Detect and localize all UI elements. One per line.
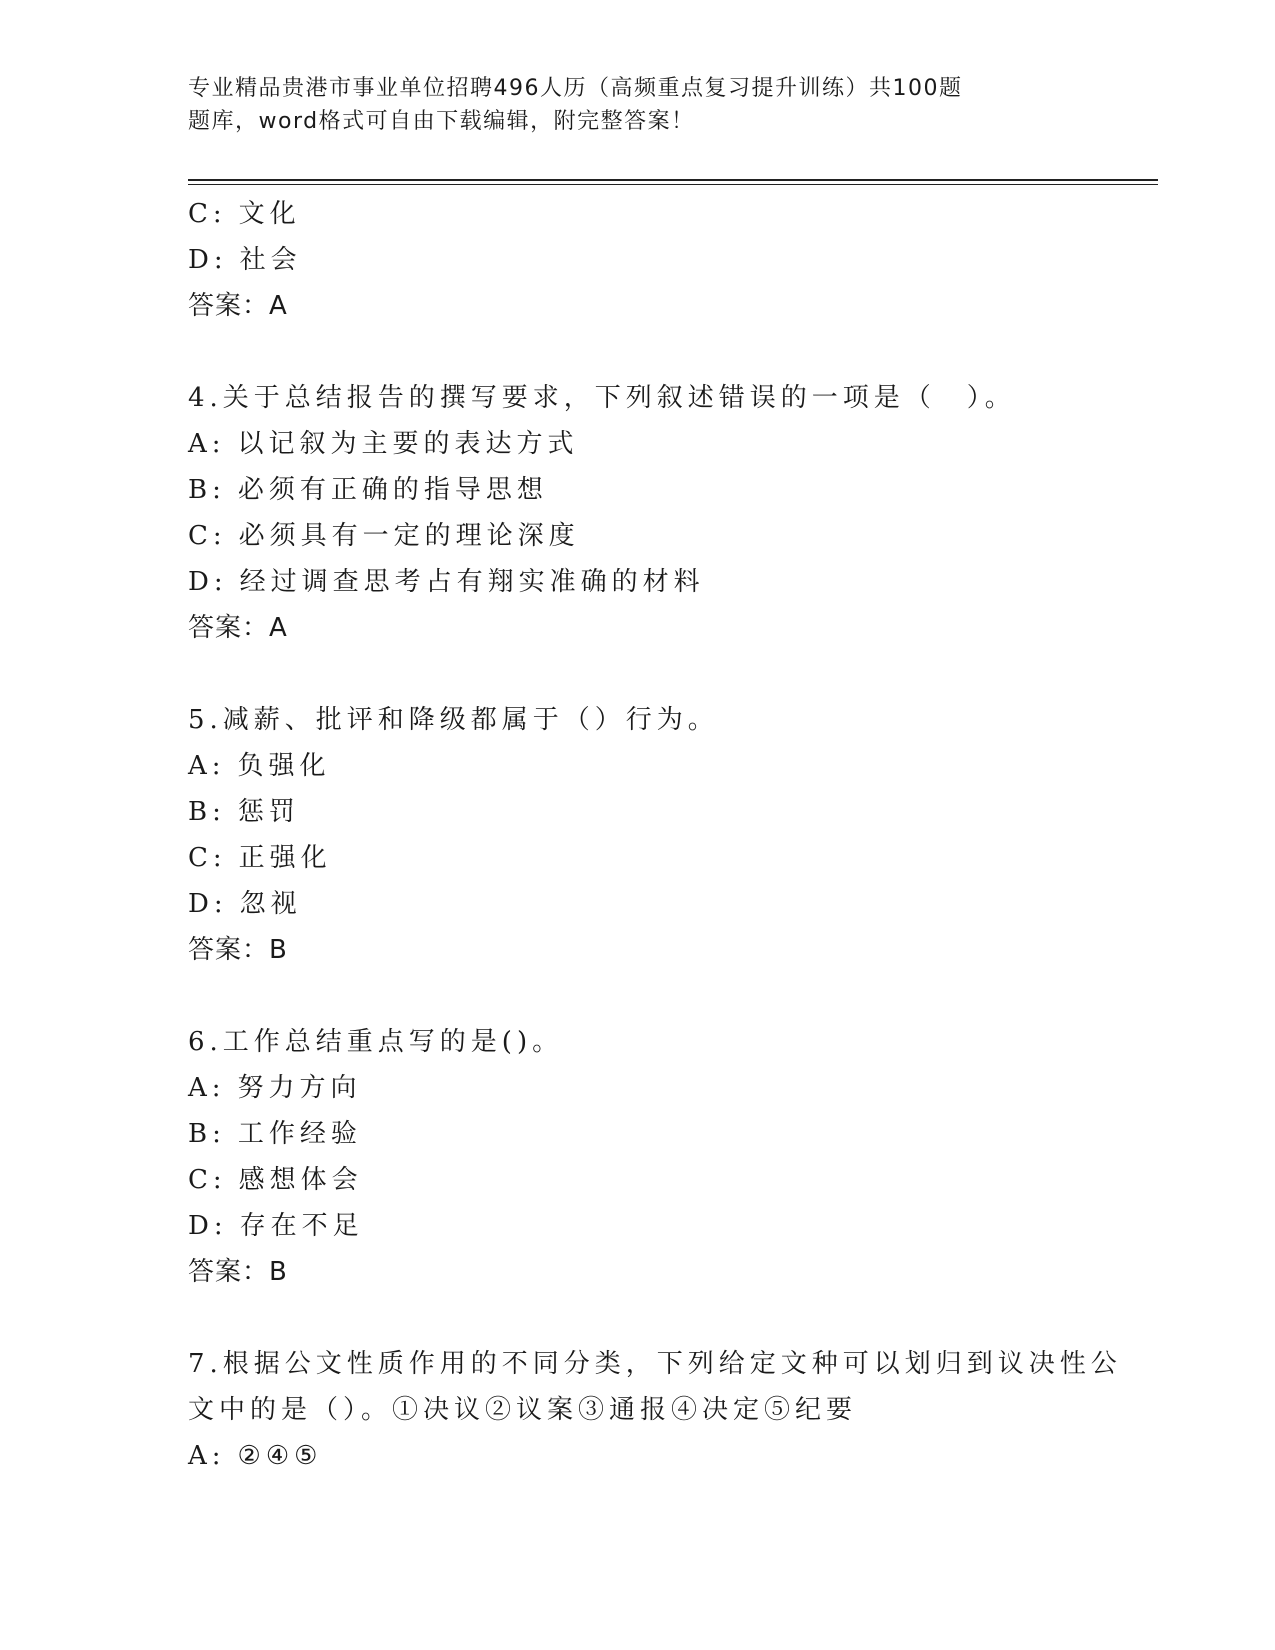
option-text: 必须有正确的指导思想 (237, 475, 548, 505)
question-6 (188, 1019, 1088, 1295)
answer-line: 答案：B (188, 935, 288, 965)
option-letter: B: (188, 475, 226, 505)
option-d (188, 1203, 1088, 1249)
option-letter: D: (188, 889, 228, 919)
option-b (188, 789, 1088, 835)
question-stem-line-1: 7.根据公文性质作用的不同分类，下列给定文种可以划归到议决性公 (188, 1349, 1122, 1379)
header-divider-thick (188, 179, 1158, 181)
question-5 (188, 697, 1088, 973)
option-c (188, 191, 1088, 237)
option-text: 文化 (238, 199, 301, 229)
option-letter: B: (188, 1119, 226, 1149)
option-text: ②④⑤ (237, 1441, 323, 1471)
option-letter: C: (188, 521, 227, 551)
question-3-continued (188, 191, 1088, 329)
option-letter: C: (188, 1165, 227, 1195)
question-list (188, 191, 1122, 1479)
option-text: 社会 (239, 245, 302, 275)
option-text: 正强化 (238, 843, 332, 873)
option-text: 努力方向 (237, 1073, 362, 1103)
option-d (188, 237, 1088, 283)
option-a (188, 743, 1088, 789)
question-stem-line-2: 文中的是（）。①决议②议案③通报④决定⑤纪要 (188, 1395, 858, 1425)
question-4 (188, 375, 1088, 651)
option-letter: C: (188, 199, 227, 229)
option-a (188, 1433, 1088, 1479)
option-letter: B: (188, 797, 226, 827)
spacer (188, 329, 1088, 375)
option-c (188, 513, 1088, 559)
option-c (188, 1157, 1088, 1203)
option-letter: A: (188, 1073, 226, 1103)
option-letter: D: (188, 1211, 228, 1241)
answer-line: 答案：B (188, 1257, 288, 1287)
option-text: 以记叙为主要的表达方式 (237, 429, 579, 459)
document-header (188, 72, 1028, 138)
option-text: 经过调查思考占有翔实准确的材料 (239, 567, 705, 597)
option-d (188, 559, 1088, 605)
option-c (188, 835, 1088, 881)
option-a (188, 421, 1088, 467)
header-title-line-1: 专业精品贵港市事业单位招聘496人历（高频重点复习提升训练）共100题 (188, 76, 963, 101)
option-text: 必须具有一定的理论深度 (238, 521, 580, 551)
option-text: 感想体会 (238, 1165, 363, 1195)
question-7 (188, 1341, 1122, 1479)
option-letter: D: (188, 245, 228, 275)
spacer (188, 651, 1088, 697)
option-letter: C: (188, 843, 227, 873)
option-b (188, 1111, 1088, 1157)
option-letter: A: (188, 1441, 226, 1471)
spacer (188, 973, 1088, 1019)
option-a (188, 1065, 1088, 1111)
option-text: 负强化 (237, 751, 331, 781)
option-text: 存在不足 (239, 1211, 364, 1241)
option-text: 忽视 (239, 889, 302, 919)
option-letter: D: (188, 567, 228, 597)
option-d (188, 881, 1088, 927)
option-text: 工作经验 (237, 1119, 362, 1149)
question-stem: 4.关于总结报告的撰写要求，下列叙述错误的一项是（ ）。 (188, 383, 1016, 413)
answer-line: 答案：A (188, 613, 288, 643)
header-title-line-2: 题库，word格式可自由下载编辑，附完整答案！ (188, 109, 695, 134)
option-letter: A: (188, 751, 226, 781)
answer-line: 答案：A (188, 291, 288, 321)
option-letter: A: (188, 429, 226, 459)
option-text: 惩罚 (237, 797, 300, 827)
question-stem: 5.减薪、批评和降级都属于（）行为。 (188, 705, 719, 735)
spacer (188, 1295, 1088, 1341)
header-divider-thin (188, 184, 1158, 185)
question-stem: 6.工作总结重点写的是()。 (188, 1027, 564, 1057)
option-b (188, 467, 1088, 513)
